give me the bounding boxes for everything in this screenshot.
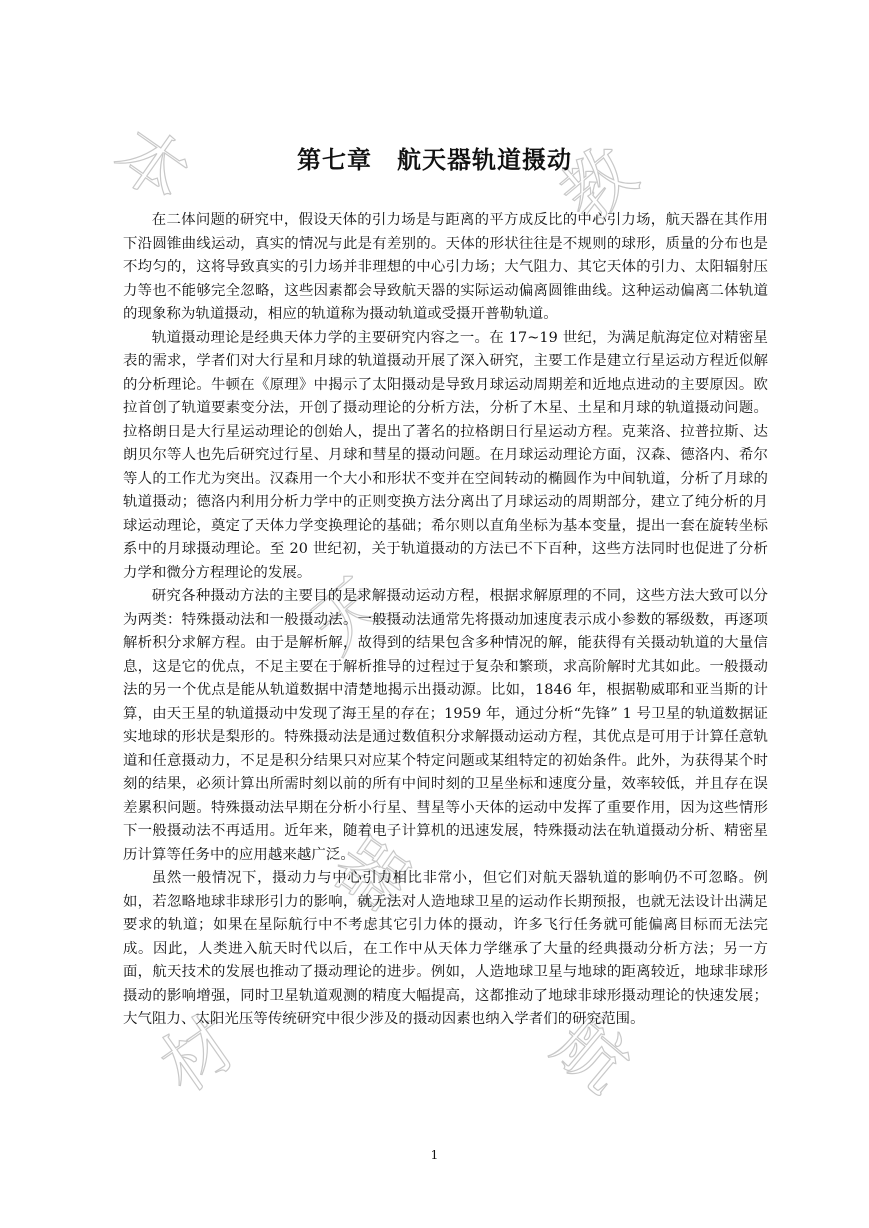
chapter-title: 第七章 航天器轨道摄动	[297, 146, 572, 174]
watermark-glyph: 航	[538, 1000, 645, 1109]
watermark-glyph: 天	[295, 560, 402, 669]
page-number: 1	[430, 1148, 439, 1162]
paragraph-3: 研究各种摄动方法的主要目的是求解摄动运动方程，根据求解原理的不同，这些方法大致可以分为两类：特殊摄动法和一般摄动法。一般摄动法通常先将摄动加速度表示成小参数的幂级数，再逐项解析积分求解方程。由于是解析解，故得到的结果包含多种情况的解，能获得有关摄动轨道的大量信息，这是它的优点，不足主要在于解析推导的过程过于复杂和繁琐，求高阶解时尤其如此。一般摄动法的另一个优点是能从轨道数据中清楚地揭示出摄动源。比如，1846 年，根据勒威耶和亚当斯的计算，由天王星的轨道摄动中发现了海王星的存在；1959 年，通过分析“先锋” 1 号卫星的轨道数据证实地球的形状是梨形的。特殊摄动法是通过数值积分求解摄动运动方程，其优点是可用于计算任意轨道和任意摄动力，不足是积分结果只对应某个特定问题或某组特定的初始条件。此外，为获得某个时刻的结果，必须计算出所需时刻以前的所有中间时刻的卫星坐标和速度分量，效率较低，并且存在误差累积问题。特殊摄动法早期在分析小行星、彗星等小天体的运动中发挥了重要作用，因为这些情形下一般摄动法不再适用。近年来，随着电子计算机的迅速发展，特殊摄动法在轨道摄动分析、精密星历计算等任务中的应用越来越广泛。	[123, 588, 768, 863]
paragraph-2: 轨道摄动理论是经典天体力学的主要研究内容之一。在 17~19 世纪，为满足航海定位对精密星表的需求，学者们对大行星和月球的轨道摄动开展了深入研究，主要工作是建立行星运动方程近似解的分析理论。牛顿在《原理》中揭示了太阳摄动是导致月球运动周期差和近地点进动的主要原因。欧拉首创了轨道要素变分法，开创了摄动理论的分析方法，分析了木星、土星和月球的轨道摄动问题。拉格朗日是大行星运动理论的创始人，提出了著名的拉格朗日行星运动方程。克莱洛、拉普拉斯、达朗贝尔等人也先后研究过行星、月球和彗星的摄动问题。在月球运动理论方面，汉森、德洛内、希尔等人的工作尤为突出。汉森用一个大小和形状不变并在空间转动的椭圆作为中间轨道，分析了月球的轨道摄动；德洛内利用分析力学中的正则变换方法分离出了月球运动的周期部分，建立了纯分析的月球运动理论，奠定了天体力学变换理论的基础；希尔则以直角坐标为基本变量，提出一套在旋转坐标系中的月球摄动理论。至 20 世纪初，关于轨道摄动的方法已不下百种，这些方法同时也促进了分析力学和微分方程理论的发展。	[123, 329, 768, 581]
body-text	[123, 209, 768, 1032]
watermark-glyph: 材	[145, 1001, 251, 1109]
watermark-glyph: 教	[545, 130, 652, 239]
watermark-glyph: 本	[99, 111, 205, 219]
watermark-glyph: 器	[319, 821, 425, 929]
paragraph-1: 在二体问题的研究中，假设天体的引力场是与距离的平方成反比的中心引力场，航天器在其作用下沿圆锥曲线运动，真实的情况与此是有差别的。天体的形状往往是不规则的球形，质量的分布也是不均匀的，这将导致真实的引力场并非理想的中心引力场；大气阻力、其它天体的引力、太阳辐射压力等也不能够完全忽略，这些因素都会导致航天器的实际运动偏离圆锥曲线。这种运动偏离二体轨道的现象称为轨道摄动，相应的轨道称为摄动轨道或受摄开普勒轨道。	[123, 212, 768, 322]
paragraph-4: 虽然一般情况下，摄动力与中心引力相比非常小，但它们对航天器轨道的影响仍不可忽略。例如，若忽略地球非球形引力的影响，就无法对人造地球卫星的运动作长期预报，也就无法设计出满足要求的轨道；如果在星际航行中不考虑其它引力体的摄动，许多飞行任务就可能偏离目标而无法完成。因此，人类进入航天时代以后，在工作中从天体力学继承了大量的经典摄动分析方法；另一方面，航天技术的发展也推动了摄动理论的进步。例如，人造地球卫星与地球的距离较近，地球非球形摄动的影响增强，同时卫星轨道观测的精度大幅提高，这都推动了地球非球形摄动理论的快速发展；大气阻力、太阳光压等传统研究中很少涉及的摄动因素也纳入学者们的研究范围。	[123, 870, 768, 1027]
